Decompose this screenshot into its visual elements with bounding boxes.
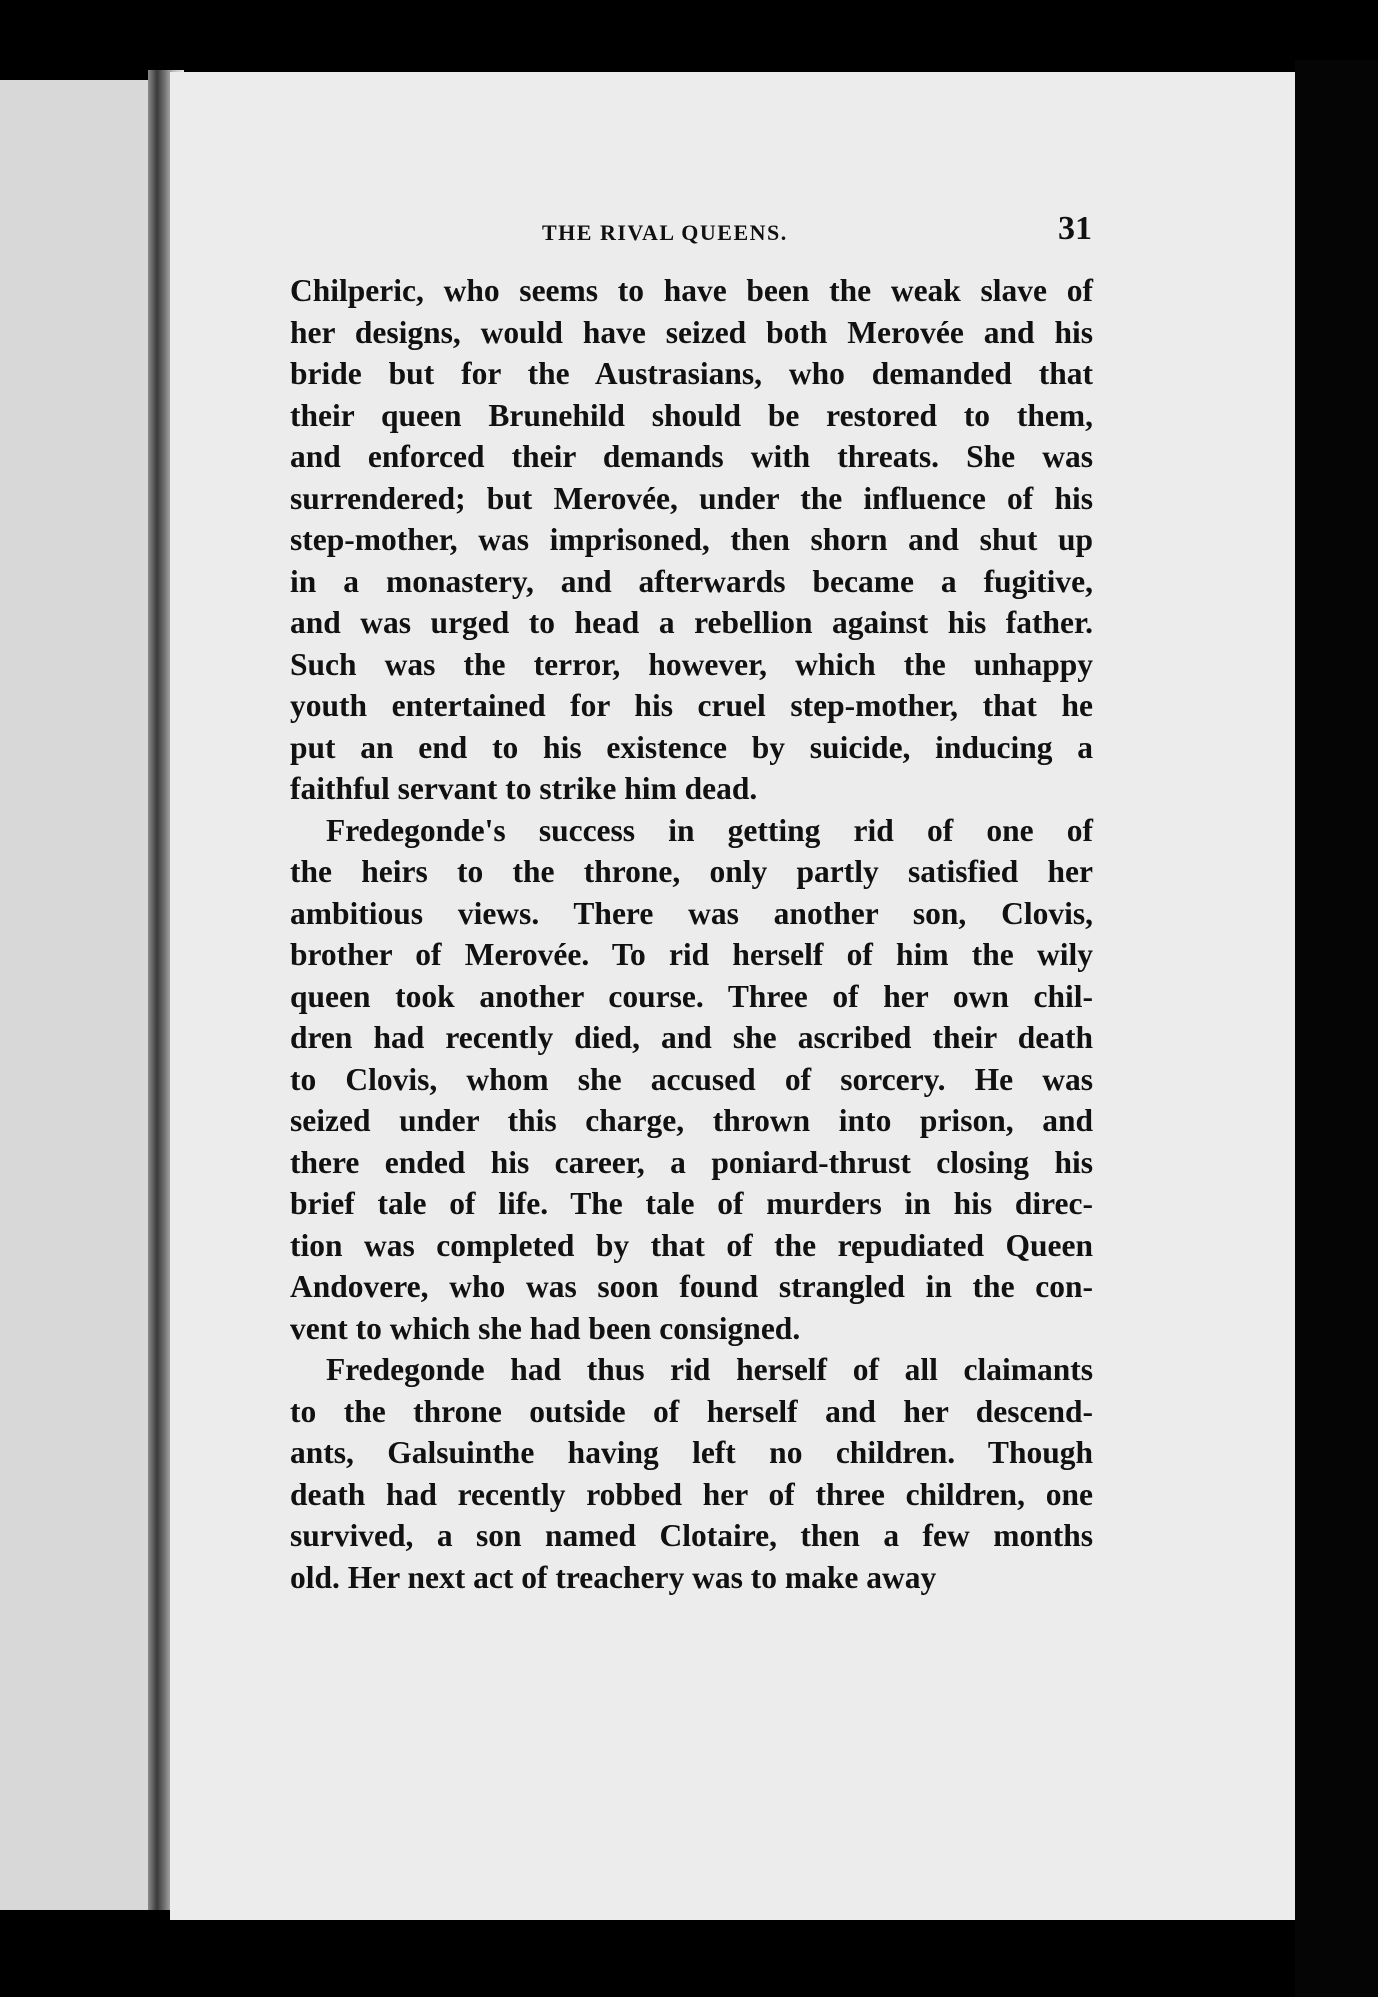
text-line: in a monastery, and afterwards became a fugitive,: [290, 563, 1093, 599]
text-line: to Clovis, whom she accused of sorcery. He was: [290, 1061, 1093, 1097]
text-line: brother of Merovée. To rid herself of him the wily: [290, 937, 1093, 972]
text-line: surrendered; but Merovée, under the influence of his: [290, 480, 1093, 516]
paragraph: [290, 270, 1093, 810]
scan-border: [1295, 60, 1378, 1997]
text-line: queen took another course. Three of her own chil-: [290, 978, 1093, 1014]
text-line: Fredegonde had thus rid herself of all claimants: [326, 1352, 1093, 1387]
text-line: ambitious views. There was another son, Clovis,: [290, 895, 1093, 931]
text-line: there ended his career, a poniard-thrust closing his: [290, 1144, 1093, 1180]
text-line: vent to which she had been consigned.: [290, 1310, 801, 1346]
text-line: survived, a son named Clotaire, then a few months: [290, 1518, 1093, 1553]
text-line: the heirs to the throne, only partly satisfied her: [290, 854, 1093, 889]
paragraph: [290, 1349, 1093, 1598]
text-line: ants, Galsuinthe having left no children. Though: [290, 1435, 1093, 1470]
body-text: [290, 270, 1093, 1598]
paragraph: [290, 810, 1093, 1350]
text-line: Andovere, who was soon found strangled in the con-: [290, 1269, 1093, 1304]
text-line: their queen Brunehild should be restored to them,: [290, 397, 1093, 433]
text-line: death had recently robbed her of three children, one: [290, 1476, 1093, 1512]
text-line: and was urged to head a rebellion against his father.: [290, 605, 1093, 640]
text-line: seized under this charge, thrown into prison, and: [290, 1103, 1093, 1138]
text-line: bride but for the Austrasians, who demanded that: [290, 356, 1093, 391]
running-title: THE RIVAL QUEENS.: [542, 220, 788, 245]
running-head: [292, 210, 1092, 250]
page-number: 31: [1058, 210, 1092, 247]
text-line: Chilperic, who seems to have been the weak slave of: [290, 273, 1093, 308]
text-line: step-mother, was imprisoned, then shorn and shut up: [290, 522, 1093, 557]
text-line: faithful servant to strike him dead.: [290, 771, 758, 806]
text-line: and enforced their demands with threats. She was: [290, 439, 1093, 474]
text-line: to the throne outside of herself and her descend-: [290, 1393, 1093, 1429]
text-line: dren had recently died, and she ascribed their death: [290, 1020, 1093, 1055]
text-line: her designs, would have seized both Merovée and his: [290, 314, 1093, 350]
text-line: brief tale of life. The tale of murders in his direc-: [290, 1186, 1093, 1221]
text-line: Fredegonde's success in getting rid of one of: [326, 812, 1093, 848]
text-line: old. Her next act of treachery was to make away: [290, 1559, 937, 1595]
adjacent-page: [0, 80, 150, 1910]
text-line: Such was the terror, however, which the unhappy: [290, 646, 1093, 682]
text-line: tion was completed by that of the repudiated Queen: [290, 1227, 1093, 1263]
text-line: put an end to his existence by suicide, inducing a: [290, 729, 1093, 765]
text-line: youth entertained for his cruel step-mother, that he: [290, 688, 1093, 723]
